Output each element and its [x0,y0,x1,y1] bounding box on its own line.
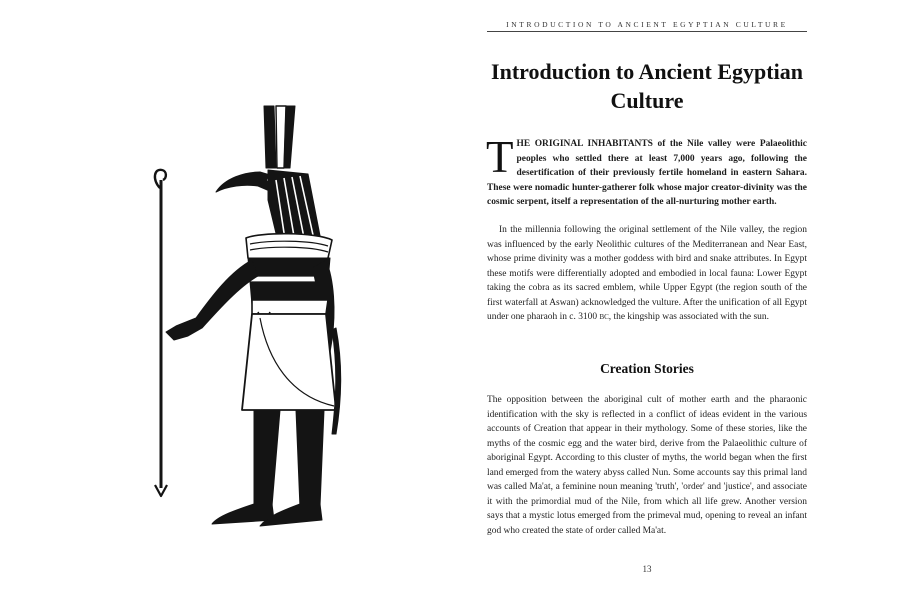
drop-cap: T [486,132,514,182]
era-abbreviation: BC [599,313,609,321]
section-title: Creation Stories [600,361,694,376]
chapter-title: Introduction to Ancient Egyptian Culture [491,59,803,113]
running-head: INTRODUCTION TO ANCIENT EGYPTIAN CULTURE [506,20,788,29]
page-number: 13 [642,564,652,574]
header-rule [487,31,807,32]
egyptian-deity-set-icon [140,100,360,540]
paragraph-text: In the millennia following the original settlement of the Nile valley, the region was influenced by the early Neolithic cultures of the Mediterranean and Near East, whose prime divinity was a mother goddess with bird and snake attributes. In Egypt these motifs were differentially adopted and embodied in local fauna: Lower Egypt taking the cobra as its sacred emblem, while Upper Egypt (the region south of the first waterfall at Aswan) acknowledged the vulture. After the unification of all Egypt under one pharaoh in c. 3100 [487,225,807,322]
right-page [450,0,900,600]
lead-paragraph-text: HE ORIGINAL INHABITANTS of the Nile valley were Palaeolithic peoples who settled there at least 7,000 years ago, following the desertification of their previously fertile homeland in eastern Sahara. These were nomadic hunter-gatherer folk whose major creator-divinity was the cosmic serpent, itself a representation of the all-nurturing mother earth. [487,139,807,207]
body-paragraph [487,223,807,325]
paragraph-text-end: , the kingship was associated with the sun. [608,312,769,322]
body-paragraph: The opposition between the aboriginal cult of mother earth and the pharaonic identification with the sky is reflected in a conflict of ideas evident in the various accounts of Creation that appear in their mythology. Some of these stories, like the myths of the cosmic egg and the water bird, derive from the Palaeolithic culture of aboriginal Egypt. According to this cluster of myths, the world began when the first land emerged from the watery abyss called Nun. Some accounts say this primal land was called Ma'at, a feminine noun meaning 'truth', 'order' and 'justice', and associate it with the primordial mud of the Nile, from which all life grew. Another version says that a mystic lotus emerged from the primeval mud, opening to reveal an infant god who created the state of order called Ma'at. [487,395,807,536]
lead-paragraph [486,132,807,210]
